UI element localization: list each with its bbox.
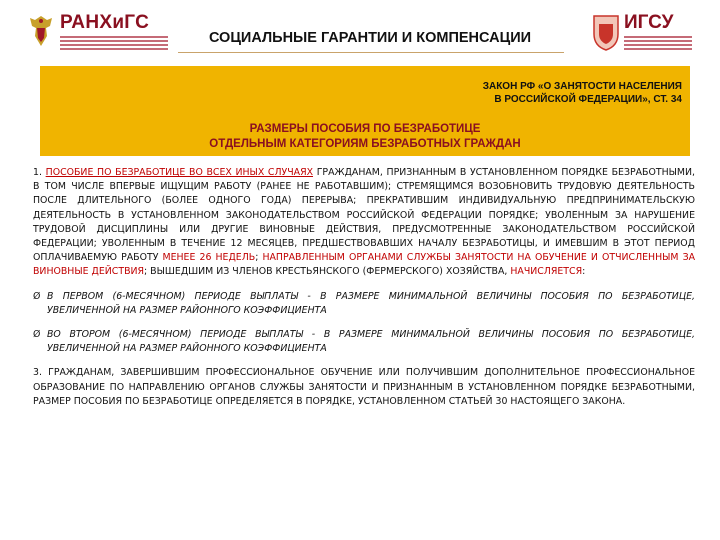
paragraph-1-text: ГРАЖДАНАМ, ПРИЗНАННЫМ В УСТАНОВЛЕННОМ ПОРЯДКЕ БЕЗРАБОТНЫМИ, В ТОМ ЧИСЛЕ ВПЕРВЫЕ ИЩУЩИМ РАБОТУ (РАНЕЕ НЕ РАБОТАВШИМ); СТРЕМЯЩИМСЯ ВОЗОБНОВИТЬ ТРУДОВУЮ ДЕЯТЕЛЬНОСТЬ ПОСЛЕ ДЛИТЕЛЬНОГО (БОЛЕЕ ОДНОГО ГОДА) ПЕРЕРЫВА; ПРЕКРАТИВШИМ ИНДИВИДУАЛЬНУЮ ПРЕДПРИНИМАТЕЛЬСКУЮ ДЕЯТЕЛЬНОСТЬ В УСТАНОВЛЕННОМ ЗАКОНОДАТЕЛЬСТВОМ РОССИЙСКОЙ ФЕДЕРАЦИИ ПОРЯДКЕ; УВОЛЕННЫМ ЗА НАРУШЕНИЕ ТРУДОВОЙ ДИСЦИПЛИНЫ ИЛИ ДРУГИЕ ВИНОВНЫЕ ДЕЙСТВИЯ, ПРЕДУСМОТРЕННЫЕ ЗАКОНОДАТЕЛЬСТВОМ РОССИЙСКОЙ ФЕДЕРАЦИИ; УВОЛЕННЫМ В ТЕЧЕНИЕ 12 МЕСЯЦЕВ, ПРЕДШЕСТВОВАВШИХ НАЧАЛУ БЕЗРАБОТИЦЫ, И ИМЕВШИМ В ЭТОТ ПЕРИОД ОПЛАЧИВАЕМУЮ РАБОТУ (33, 167, 695, 264)
igsu-emblem-icon (590, 12, 622, 52)
paragraph-1-number: 1. (33, 167, 42, 178)
section-heading-line1: РАЗМЕРЫ ПОСОБИЯ ПО БЕЗРАБОТИЦЕ (249, 123, 481, 135)
arrow-bullet-icon: Ø (33, 290, 41, 302)
highlight-less-than-26-weeks: МЕНЕЕ 26 НЕДЕЛЬ (162, 252, 256, 264)
section-heading-line2: ОТДЕЛЬНЫМ КАТЕГОРИЯМ БЕЗРАБОТНЫХ ГРАЖДАН (209, 138, 521, 150)
law-reference (483, 80, 682, 106)
highlight-is-accrued: НАЧИСЛЯЕТСЯ (510, 266, 583, 278)
highlight-all-other-cases: ПОСОБИЕ ПО БЕЗРАБОТИЦЕ ВО ВСЕХ ИНЫХ СЛУЧАЯХ (45, 167, 314, 178)
igsu-logo-subtitle (624, 36, 692, 52)
bullet-first-period-text: В ПЕРВОМ (6-МЕСЯЧНОМ) ПЕРИОДЕ ВЫПЛАТЫ - В РАЗМЕРЕ МИНИМАЛЬНОЙ ВЕЛИЧИНЫ ПОСОБИЯ ПО БЕЗРАБОТИЦЕ, УВЕЛИЧЕННОЙ НА РАЗМЕР РАЙОННОГО КОЭФФИЦИЕНТА (47, 290, 695, 316)
colon: : (582, 266, 586, 278)
arrow-bullet-icon: Ø (33, 329, 41, 341)
paragraph-3: 3. ГРАЖДАНАМ, ЗАВЕРШИВШИМ ПРОФЕССИОНАЛЬНОЕ ОБУЧЕНИЕ ИЛИ ПОЛУЧИВШИМ ДОПОЛНИТЕЛЬНОЕ ПРОФЕССИОНАЛЬНОЕ ОБРАЗОВАНИЕ ПО НАПРАВЛЕНИЮ ОРГАНОВ СЛУЖБЫ ЗАНЯТОСТИ И ПРИЗНАННЫМ В УСТАНОВЛЕННОМ ПОРЯДКЕ БЕЗРАБОТНЫМИ, РАЗМЕР ПОСОБИЯ ПО БЕЗРАБОТИЦЕ ОПРЕДЕЛЯЕТСЯ В ПОРЯДКЕ, УСТАНОВЛЕННОМ СТАТЬЕЙ 30 НАСТОЯЩЕГО ЗАКОНА. (33, 367, 695, 407)
igsu-logo (590, 12, 700, 56)
title-underline (178, 52, 564, 53)
slide-header (0, 0, 720, 66)
paragraph-1-text-2: ; ВЫШЕДШИМ ИЗ ЧЛЕНОВ КРЕСТЬЯНСКОГО (ФЕРМЕРСКОГО) ХОЗЯЙСТВА, (144, 266, 511, 278)
paragraph-1 (33, 166, 695, 280)
ranepa-logo (28, 12, 178, 56)
law-reference-line1: ЗАКОН РФ «О ЗАНЯТОСТИ НАСЕЛЕНИЯ (482, 81, 682, 92)
page-title: СОЦИАЛЬНЫЕ ГАРАНТИИ И КОМПЕНСАЦИИ (208, 30, 532, 46)
highlight-dismissed-trainees: НАПРАВЛЕННЫМ ОРГАНАМИ СЛУЖБЫ ЗАНЯТОСТИ НА ОБУЧЕНИЕ И ОТЧИСЛЕННЫМ ЗА ВИНОВНЫЕ ДЕЙСТВИЯ (33, 252, 696, 278)
eagle-emblem-icon (28, 14, 54, 50)
ranepa-logo-subtitle (60, 36, 168, 52)
bullet-second-period (33, 328, 695, 356)
law-reference-line2: В РОССИЙСКОЙ ФЕДЕРАЦИИ», СТ. 34 (494, 94, 682, 105)
bullet-second-period-text: ВО ВТОРОМ (6-МЕСЯЧНОМ) ПЕРИОДЕ ВЫПЛАТЫ - В РАЗМЕРЕ МИНИМАЛЬНОЙ ВЕЛИЧИНЫ ПОСОБИЯ ПО БЕЗРАБОТИЦЕ, УВЕЛИЧЕННОЙ НА РАЗМЕР РАЙОННОГО КОЭФФИЦИЕНТА (47, 329, 695, 355)
separator: ; (255, 252, 263, 264)
main-content (33, 166, 695, 409)
ranepa-logo-text: РАНХиГС (60, 12, 150, 33)
law-banner (40, 66, 690, 156)
section-heading (40, 122, 690, 152)
bullet-first-period (33, 290, 695, 318)
igsu-logo-text: ИГСУ (624, 12, 674, 33)
